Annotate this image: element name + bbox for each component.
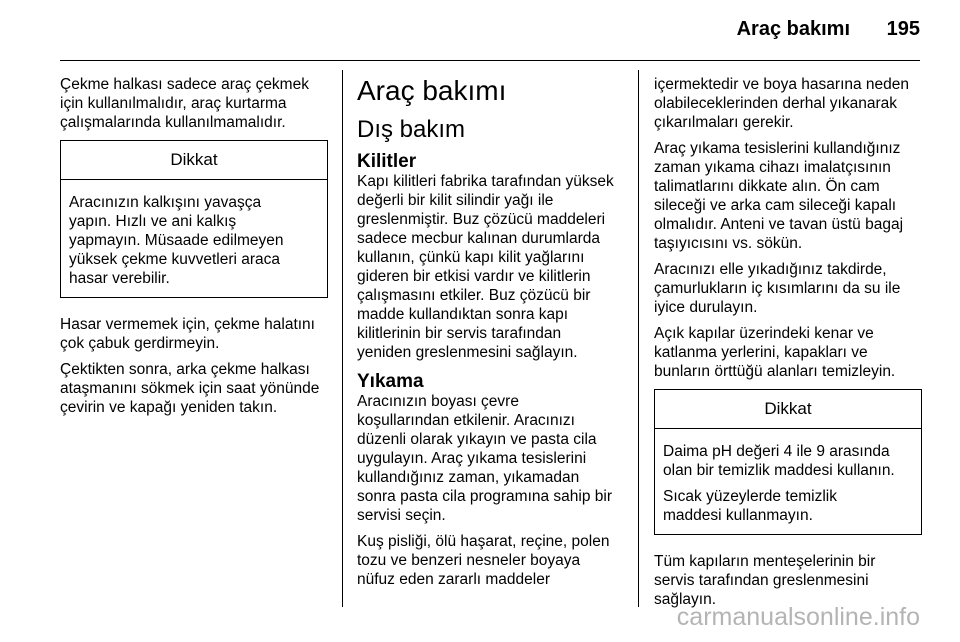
- notice-box-caution: [60, 140, 328, 298]
- column-divider-left: [342, 70, 343, 607]
- header-title: Araç bakımı: [736, 18, 850, 40]
- column-middle: [357, 75, 625, 596]
- paragraph-towing-eye: Çekme halkası sadece araç çekmek için kullanılmalıdır, araç kurtarma çalışmalarında kullanılmamalıdır.: [60, 76, 309, 131]
- subsection-title-washing: Yıkama: [357, 371, 424, 392]
- paragraph-door-edges: Açık kapılar üzerindeki kenar ve katlanma yerlerini, kapakları ve bunların örttüğü alanları temizleyin.: [654, 325, 896, 380]
- page-number: 195: [886, 18, 920, 40]
- paragraph-washing-1: Aracınızın boyası çevre koşullarından etkilenir. Aracınızı düzenli olarak yıkayın ve pasta cila uygulayın. Araç yıkama tesislerini kullandığınız zaman, yıkamadan sonra pasta cila programına sahip bir servisi seçin.: [357, 393, 613, 524]
- paragraph-locks: Kapı kilitleri fabrika tarafından yüksek değerli bir kilit silindir yağı ile greslenmiştir. Buz çözücü maddeleri sadece mecbur kalınan durumlarda kullanın, çünkü kapı kilit yağlarını gideren bir etkisi vardır ve kilitlerin çalışmasını etkiler. Buz çözücü bir madde kullandıktan sonra kapı kilitlerinin bir servis tarafından yeniden greslenmesini sağlayın.: [357, 173, 614, 361]
- column-right: [654, 75, 922, 616]
- paragraph-after-towing: Çektikten sonra, arka çekme halkası ataşmanını sökmek için saat yönünde çevirin ve kapağı yeniden takın.: [60, 361, 320, 416]
- header-divider: [60, 60, 920, 61]
- section-title: Dış bakım: [357, 116, 466, 143]
- notice-body: [61, 180, 327, 297]
- notice-title: Dikkat: [655, 390, 921, 429]
- notice-box-caution-cleaning: [654, 389, 922, 535]
- paragraph-continued: içermektedir ve boya hasarına neden olabileceklerinden derhal yıkanarak çıkarılmaları gerekir.: [654, 76, 910, 131]
- notice-body: [655, 429, 921, 534]
- notice-text-ph: Daima pH değeri 4 ile 9 arasında olan bir temizlik maddesi kullanın.: [663, 443, 895, 479]
- chapter-title: Araç bakımı: [357, 75, 507, 106]
- subsection-title-locks: Kilitler: [357, 151, 417, 172]
- paragraph-tow-rope: Hasar vermemek için, çekme halatını çok çabuk gerdirmeyin.: [60, 316, 315, 352]
- watermark-text: carmanualsonline.info: [676, 603, 920, 631]
- notice-text-hot-surfaces: Sıcak yüzeylerde temizlik maddesi kullanmayın.: [663, 488, 838, 524]
- column-left: [60, 75, 328, 424]
- notice-title: Dikkat: [61, 141, 327, 180]
- column-divider-right: [638, 70, 639, 607]
- paragraph-hand-wash: Aracınızı elle yıkadığınız takdirde, çamurlukların iç kısımlarını da su ile iyice durulayın.: [654, 261, 901, 316]
- notice-text: Aracınızın kalkışını yavaşça yapın. Hızlı ve ani kalkış yapmayın. Müsaade edilmeyen yüksek çekme kuvvetleri araca hasar verebilir.: [69, 194, 284, 287]
- paragraph-car-wash: Araç yıkama tesislerini kullandığınız zaman yıkama cihazı imalatçısının talimatlarını dikkate alın. Ön cam sileceği ve arka cam sileceği kapalı olmalıdır. Anteni ve tavan üstü bagaj taşıyıcısını vs. sökün.: [654, 140, 904, 252]
- paragraph-washing-2: Kuş pisliği, ölü haşarat, reçine, polen tozu ve benzeri nesneler boyaya nüfuz eden zararlı maddeler: [357, 533, 610, 588]
- paragraph-hinges: Tüm kapıların menteşelerinin bir servis tarafından greslenmesini sağlayın.: [654, 553, 876, 608]
